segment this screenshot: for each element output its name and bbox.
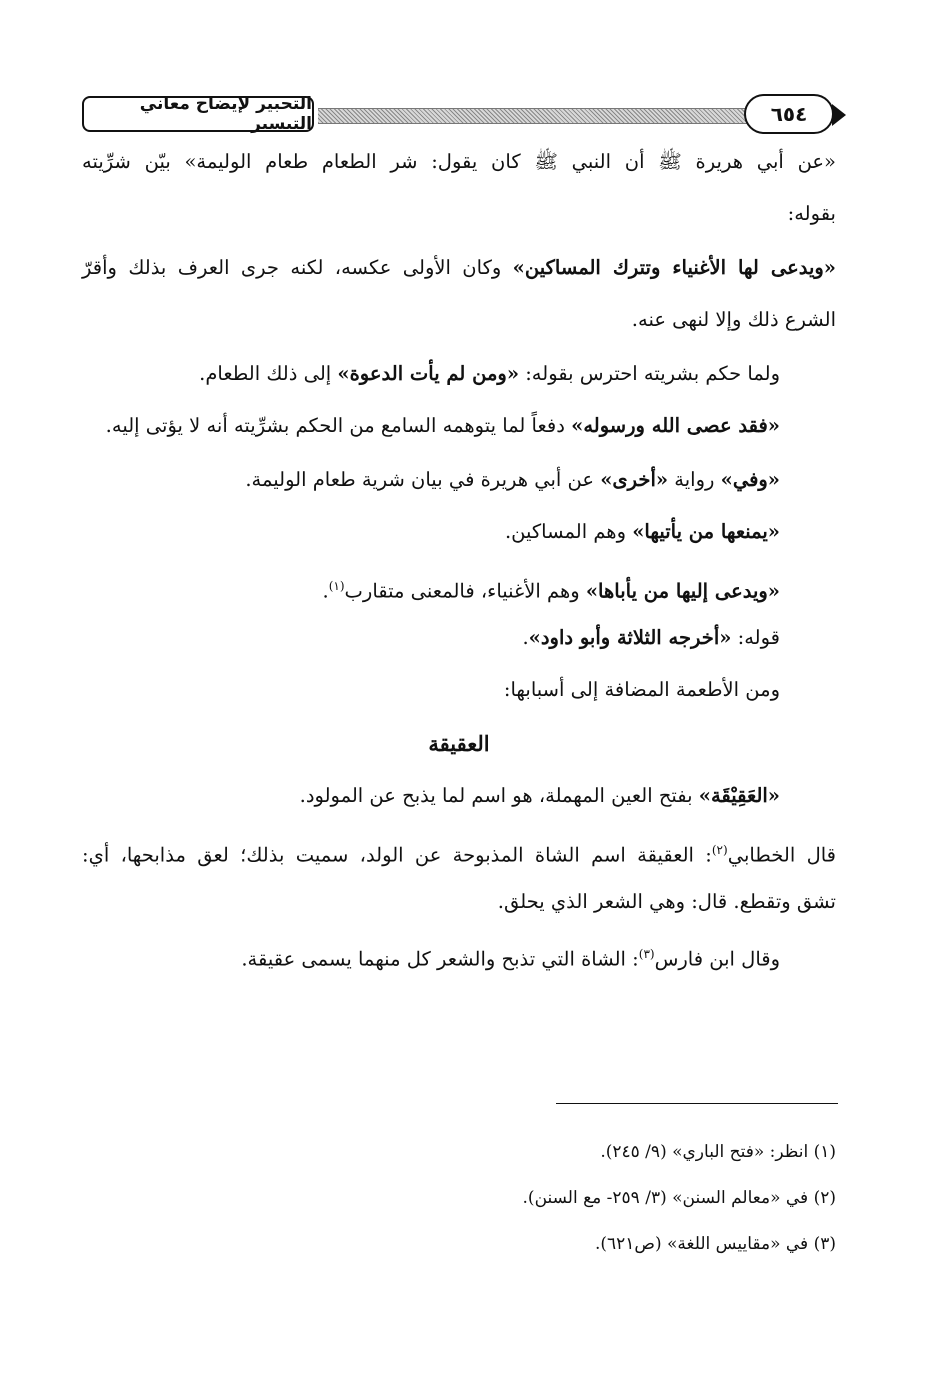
line-text: وكان الأولى عكسه، لكنه جرى العرف بذلك وأقرّ (82, 256, 513, 279)
paragraph-line (241, 934, 780, 974)
paragraph-line (82, 248, 836, 288)
footnote-ref: (٣) (638, 947, 655, 961)
paragraph-line (632, 300, 836, 340)
quoted-hadith: «أخرجه الثلاثة وأبو داود» (528, 626, 732, 649)
page-header (82, 94, 838, 140)
line-text: قال الخطابي (727, 843, 836, 867)
line-text: إلى ذلك الطعام. (199, 362, 338, 385)
line-text: : العقيقة اسم الشاة المذبوحة عن الولد، سميت بذلك؛ لعق مذابحها، أي: (82, 843, 712, 867)
line-text: . (522, 626, 529, 649)
quoted-word: «أخرى» (600, 468, 669, 491)
paragraph-line (199, 354, 780, 394)
line-text: بفتح العين المهملة، هو اسم لما يذبح عن المولود. (299, 784, 699, 807)
line-text: . (322, 579, 329, 603)
quoted-hadith: «فقد عصى الله ورسوله» (571, 414, 780, 437)
page-number-badge (744, 94, 834, 134)
footnote-ref: (١) (328, 579, 345, 593)
line-text: بقوله: (787, 202, 836, 225)
running-title-text: التحبير لإيضاح معاني التيسير (139, 94, 312, 134)
line-text: «عن أبي هريرة ﷺ أن النبي ﷺ كان يقول: شر الطعام طعام الوليمة» بيّن شرِّيته (82, 150, 836, 173)
line-text: رواية (668, 468, 721, 491)
section-heading: العقيقة (428, 731, 490, 756)
line-text: عن أبي هريرة في بيان شرية طعام الوليمة. (245, 468, 601, 491)
quoted-hadith: «ويدعى إليها من يأباها» (585, 579, 780, 603)
paragraph-line (788, 194, 836, 234)
line-text: ولما حكم بشريته احترس بقوله: (519, 362, 780, 385)
paragraph-line (505, 512, 780, 552)
quoted-word: «وفي» (720, 468, 780, 491)
paragraph-line (504, 670, 780, 710)
paragraph-line (82, 830, 836, 870)
quoted-hadith: «يمنعها من يأتيها» (632, 520, 780, 543)
quoted-hadith: «ويدعى لها الأغنياء وتترك المساكين» (512, 256, 836, 279)
line-text: دفعاً لما يتوهمه السامع من الحكم بشرِّيته أنه لا يؤتى إليه. (105, 414, 572, 437)
paragraph-line (522, 618, 780, 658)
paragraph-line (82, 142, 836, 182)
line-text: تشق وتقطع. قال: وهي الشعر الذي يحلق. (497, 890, 836, 913)
line-text: ومن الأطعمة المضافة إلى أسبابها: (503, 678, 780, 701)
paragraph-line (245, 460, 780, 500)
line-text: الشرع ذلك وإلا لنهى عنه. (631, 308, 836, 331)
footnote: (٢) في «معالم السنن» (٣/ ٢٥٩- مع السنن). (522, 1188, 836, 1208)
line-text: وقال ابن فارس (654, 947, 780, 971)
footnote: (١) انظر: «فتح الباري» (٩/ ٢٤٥). (600, 1142, 836, 1162)
paragraph-line (498, 882, 836, 922)
line-text: : الشاة التي تذبح والشعر كل منهما يسمى عقيقة. (241, 947, 639, 971)
defined-term: «العَقِيْقَة» (698, 784, 780, 807)
line-text: وهم المساكين. (504, 520, 633, 543)
line-text: وهم الأغنياء، فالمعنى متقارب (344, 579, 586, 603)
page-number: ٦٥٤ (770, 102, 808, 126)
footnote-separator (556, 1103, 838, 1104)
footnote: (٣) في «مقاييس اللغة» (ص٦٢١). (594, 1234, 836, 1254)
running-title (82, 96, 314, 132)
paragraph-line (300, 776, 780, 816)
paragraph-line (106, 406, 780, 446)
line-text: قوله: (731, 626, 780, 649)
paragraph-line (323, 566, 780, 606)
footnote-ref: (٢) (711, 843, 728, 857)
quoted-hadith: «ومن لم يأت الدعوة» (337, 362, 520, 385)
